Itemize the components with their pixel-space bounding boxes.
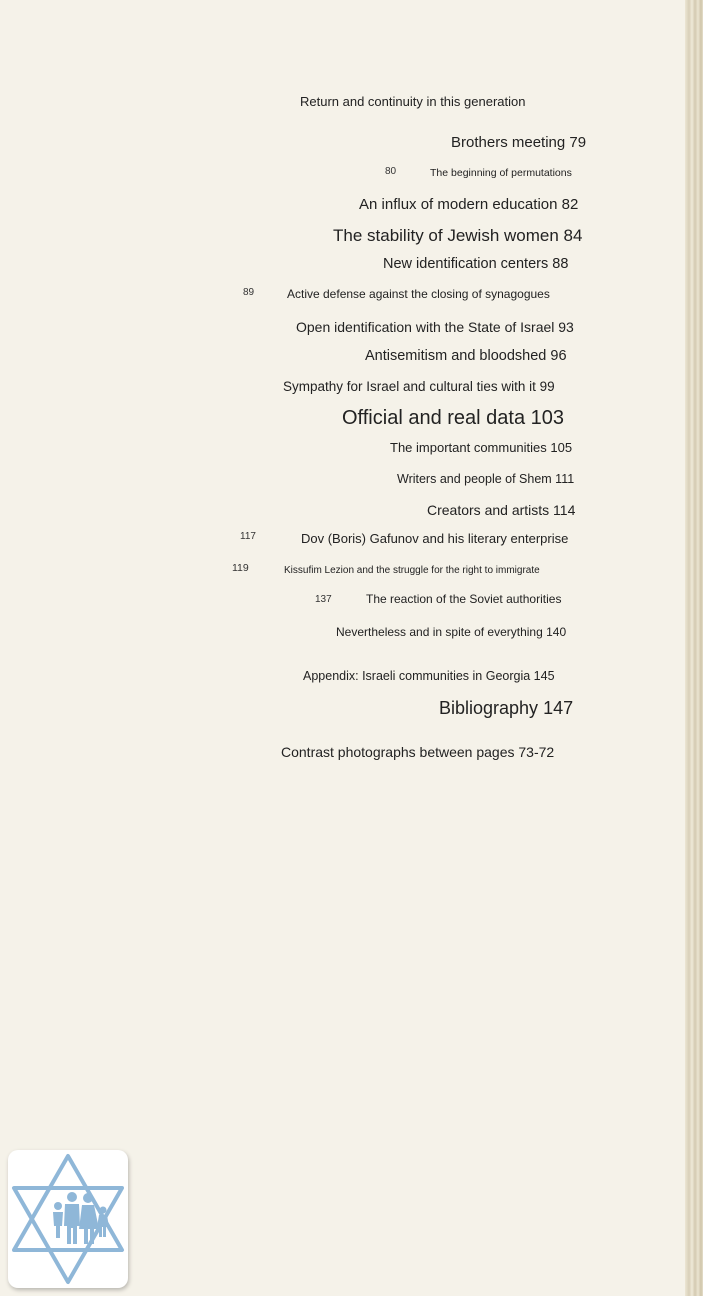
toc-entry: The stability of Jewish women 84 [333,226,583,245]
toc-entry: Bibliography 147 [439,698,574,718]
toc-entry: The reaction of the Soviet authorities [366,592,562,606]
toc-entry: Open identification with the State of Israel 93 [296,319,574,335]
page-number: 137 [315,594,332,605]
toc-entry: Creators and artists 114 [427,502,576,518]
page-number: 119 [232,562,249,574]
page-edge [685,0,703,1296]
toc-entry: New identification centers 88 [383,256,569,272]
toc-entry: Kissufim Lezion and the struggle for the right to immigrate [284,565,540,576]
toc-entry: Active defense against the closing of synagogues [287,287,550,301]
toc-entry: Appendix: Israeli communities in Georgia 145 [303,669,555,683]
toc-entry: Dov (Boris) Gafunov and his literary enterprise [301,531,569,546]
logo [8,1150,128,1288]
toc-entry: Official and real data 103 [342,407,565,429]
page-number: 89 [243,287,255,298]
toc-entry: The beginning of permutations [430,167,572,179]
page-number: 117 [240,531,256,542]
toc-entry: Sympathy for Israel and cultural ties with it 99 [283,379,555,394]
toc-entry: Writers and people of Shem 111 [397,472,575,486]
page-number: 80 [385,166,397,177]
toc-entry: The important communities 105 [390,440,573,455]
toc-heading: Return and continuity in this generation [300,94,526,109]
toc-entry: An influx of modern education 82 [359,196,579,213]
toc-entry: Contrast photographs between pages 73-72 [281,744,555,760]
star-of-david-family-icon [8,1150,128,1288]
toc-entry: Antisemitism and bloodshed 96 [365,348,567,364]
toc-entry: Brothers meeting 79 [451,134,587,151]
toc-entry: Nevertheless and in spite of everything 140 [336,625,567,639]
